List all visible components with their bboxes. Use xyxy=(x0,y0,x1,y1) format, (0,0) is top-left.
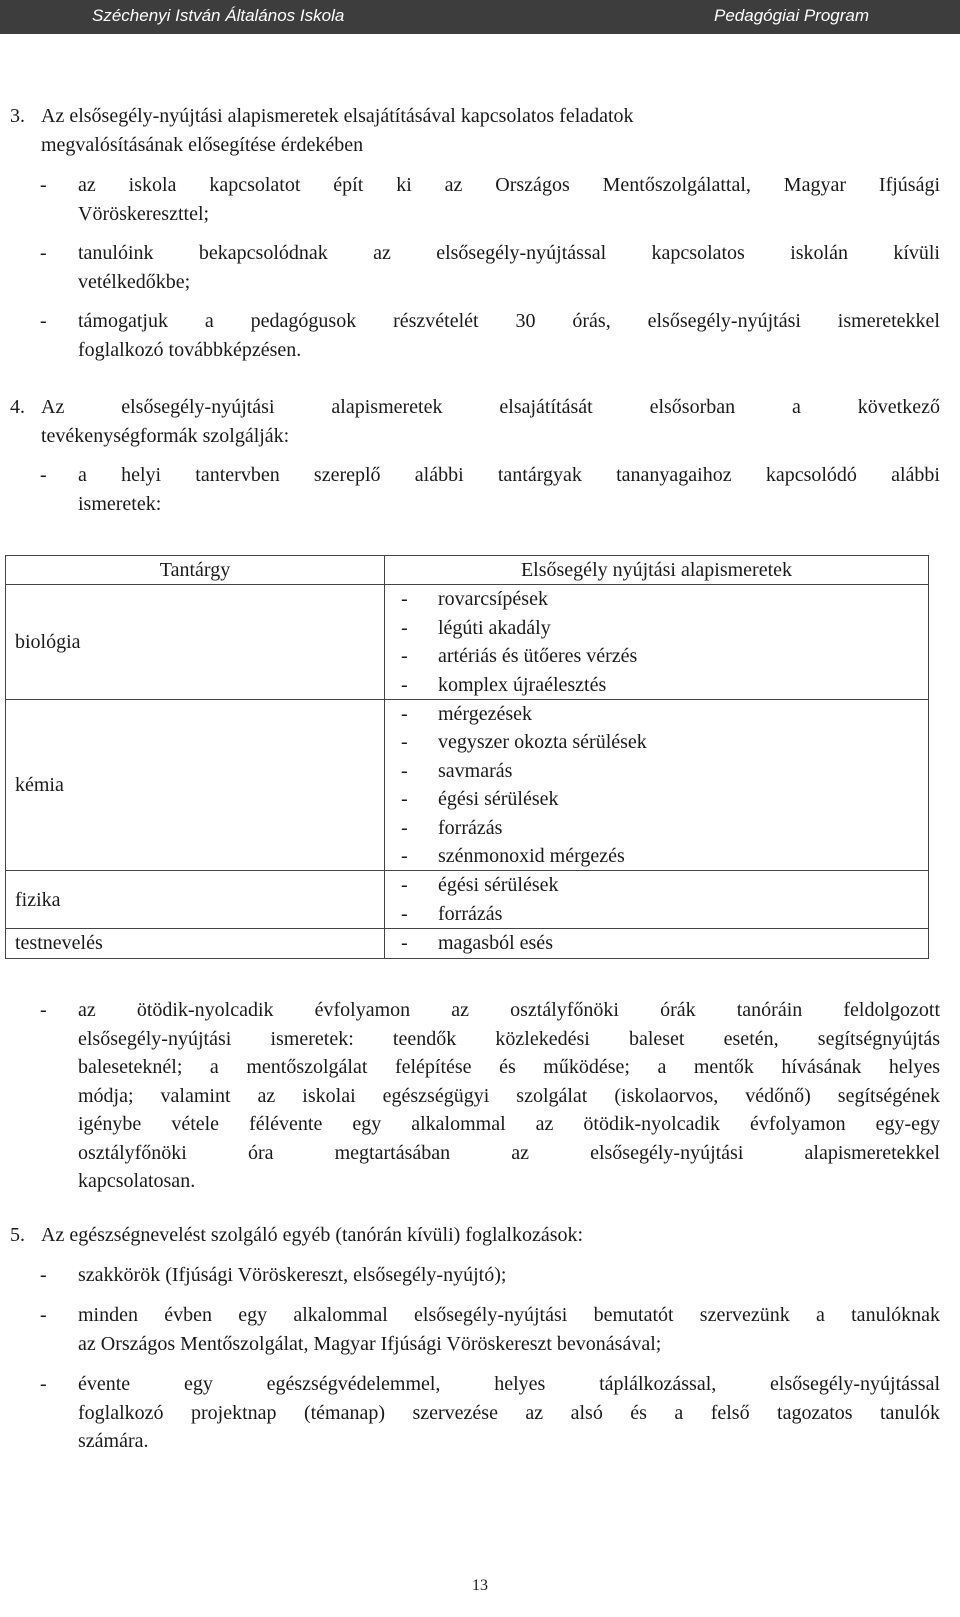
item-text: szénmonoxid mérgezés xyxy=(438,845,625,868)
item-dash: - xyxy=(401,673,408,696)
item-text: forrázás xyxy=(438,902,503,925)
bullet-text: évente egy egészségvédelemmel, helyes táplálkozással, elsősegély-nyújtással xyxy=(78,1373,940,1395)
item-text: artériás és ütőeres vérzés xyxy=(438,645,638,668)
bullet-item xyxy=(10,1301,940,1358)
item-text: komplex újraélesztés xyxy=(438,673,607,696)
knowledge-item xyxy=(401,757,928,785)
bullet-text: elsősegély-nyújtási ismeretek: teendők közlekedési baleset esetén, segítségnyújtás xyxy=(78,1027,940,1050)
knowledge-item xyxy=(401,585,928,613)
bullet-item xyxy=(10,307,940,364)
bullet-text: szakkörök (Ifjúsági Vöröskereszt, elsősegély-nyújtó); xyxy=(78,1264,507,1286)
knowledge-item xyxy=(401,671,928,699)
table-header-row xyxy=(6,556,929,585)
bullet-dash: - xyxy=(40,310,47,332)
item-text: légúti akadály xyxy=(438,616,551,639)
bullet-text: az Országos Mentőszolgálat, Magyar Ifjúsági Vöröskereszt bevonásával; xyxy=(78,1332,662,1355)
bullet-text: tanulóink bekapcsolódnak az elsősegély-nyújtással kapcsolatos iskolán kívüli xyxy=(78,242,940,264)
bullet-item xyxy=(10,1370,940,1456)
item-text: forrázás xyxy=(438,816,503,839)
bullet-text: minden évben egy alkalommal elsősegély-nyújtási bemutatót szervezünk a tanulóknak xyxy=(78,1304,940,1326)
bullet-item xyxy=(10,996,940,1196)
bullet-text: igénybe vétele félévente egy alkalommal az ötödik-nyolcadik évfolyamon egy-egy xyxy=(78,1113,940,1135)
table-row xyxy=(6,585,929,700)
bullet-dash: - xyxy=(40,174,47,196)
bullet-text: számára. xyxy=(78,1430,149,1452)
knowledge-cell xyxy=(385,585,929,700)
bullet-text: a helyi tantervben szereplő alábbi tantárgyak tananyagaihoz kapcsolódó alábbi xyxy=(78,464,940,486)
bullet-text: kapcsolatosan. xyxy=(78,1170,196,1192)
bullet-item xyxy=(10,461,940,518)
item-text: égési sérülések xyxy=(438,788,559,811)
item-dash: - xyxy=(401,759,408,782)
item-dash: - xyxy=(401,645,408,668)
subject-cell: kémia xyxy=(6,700,385,871)
item-text: égési sérülések xyxy=(438,874,559,897)
bullet-text: módja; valamint az iskolai egészségügyi szolgálat (iskolaorvos, védőnő) segítségének xyxy=(78,1084,940,1107)
section-title-line: Az elsősegély-nyújtási alapismeretek elsajátítását elsősorban a következő xyxy=(41,396,940,418)
bullet-dash: - xyxy=(40,999,47,1021)
knowledge-item xyxy=(401,814,928,842)
item-dash: - xyxy=(401,731,408,754)
table-row xyxy=(6,929,929,958)
item-text: mérgezések xyxy=(438,703,533,726)
bullet-text: foglalkozó továbbképzésen. xyxy=(78,338,302,361)
section-title-line: tevékenységformák szolgálják: xyxy=(41,424,290,447)
bullet-text: az ötödik-nyolcadik évfolyamon az osztályfőnöki órák tanóráin feldolgozott xyxy=(78,999,940,1021)
bullet-dash: - xyxy=(40,242,47,264)
bullet-text: támogatjuk a pedagógusok részvételét 30 órás, elsősegély-nyújtási ismeretekkel xyxy=(78,310,940,332)
knowledge-item xyxy=(401,871,928,899)
bullet-text: vetélkedőkbe; xyxy=(78,270,191,293)
bullet-item xyxy=(10,239,940,296)
item-text: magasból esés xyxy=(438,932,553,955)
section-number: 4. xyxy=(10,396,25,418)
section-title-line: Az elsősegély-nyújtási alapismeretek elsajátításával kapcsolatos feladatok xyxy=(41,105,634,127)
knowledge-cell xyxy=(385,929,929,958)
section-4-heading xyxy=(10,393,940,450)
item-dash: - xyxy=(401,874,408,897)
section-number: 5. xyxy=(10,1224,25,1246)
item-dash: - xyxy=(401,902,408,925)
item-dash: - xyxy=(401,845,408,868)
subject-cell: fizika xyxy=(6,871,385,929)
bullet-text: foglalkozó projektnap (témanap) szervezése az alsó és a felső tagozatos tanulók xyxy=(78,1401,940,1424)
item-text: rovarcsípések xyxy=(438,588,548,611)
bullet-text: Vöröskereszttel; xyxy=(78,202,210,225)
school-name: Széchenyi István Általános Iskola xyxy=(92,6,345,25)
knowledge-item xyxy=(401,929,928,957)
knowledge-item xyxy=(401,614,928,642)
bullet-text: baleseteknél; a mentőszolgálat felépítése és működése; a mentők hívásának helyes xyxy=(78,1056,940,1078)
knowledge-item xyxy=(401,900,928,928)
knowledge-cell xyxy=(385,700,929,871)
knowledge-item xyxy=(401,728,928,756)
item-text: savmarás xyxy=(438,759,513,782)
subject-cell: biológia xyxy=(6,585,385,700)
section-title-line: Az egészségnevelést szolgáló egyéb (tanórán kívüli) foglalkozások: xyxy=(41,1224,584,1246)
table-row xyxy=(6,700,929,871)
bullet-dash: - xyxy=(40,464,47,486)
item-dash: - xyxy=(401,703,408,726)
bullet-item xyxy=(10,171,940,228)
item-dash: - xyxy=(401,616,408,639)
item-dash: - xyxy=(401,788,408,811)
bullet-dash: - xyxy=(40,1373,47,1395)
item-dash: - xyxy=(401,932,408,955)
bullet-dash: - xyxy=(40,1304,47,1326)
bullet-dash: - xyxy=(40,1264,47,1286)
table-header-subject: Tantárgy xyxy=(6,556,385,585)
table-header-knowledge: Elsősegély nyújtási alapismeretek xyxy=(385,556,929,585)
knowledge-cell xyxy=(385,871,929,929)
section-title-line: megvalósításának elősegítése érdekében xyxy=(41,133,364,156)
bullet-text: ismeretek: xyxy=(78,492,162,515)
table-row xyxy=(6,871,929,929)
subject-table xyxy=(5,555,929,959)
page-number: 13 xyxy=(472,1577,488,1594)
subject-cell: testnevelés xyxy=(6,929,385,958)
document-title: Pedagógiai Program xyxy=(714,6,869,25)
knowledge-item xyxy=(401,700,928,728)
section-5-heading xyxy=(10,1221,940,1250)
page-header xyxy=(0,0,960,34)
item-dash: - xyxy=(401,588,408,611)
knowledge-item xyxy=(401,842,928,870)
item-dash: - xyxy=(401,816,408,839)
section-number: 3. xyxy=(10,105,25,127)
bullet-text: az iskola kapcsolatot épít ki az Országos Mentőszolgálattal, Magyar Ifjúsági xyxy=(78,174,940,196)
knowledge-item xyxy=(401,642,928,670)
bullet-item xyxy=(10,1261,940,1290)
bullet-text: osztályfőnöki óra megtartásában az elsősegély-nyújtási alapismeretekkel xyxy=(78,1141,940,1164)
item-text: vegyszer okozta sérülések xyxy=(438,731,647,754)
section-3-heading xyxy=(10,102,940,159)
knowledge-item xyxy=(401,785,928,813)
